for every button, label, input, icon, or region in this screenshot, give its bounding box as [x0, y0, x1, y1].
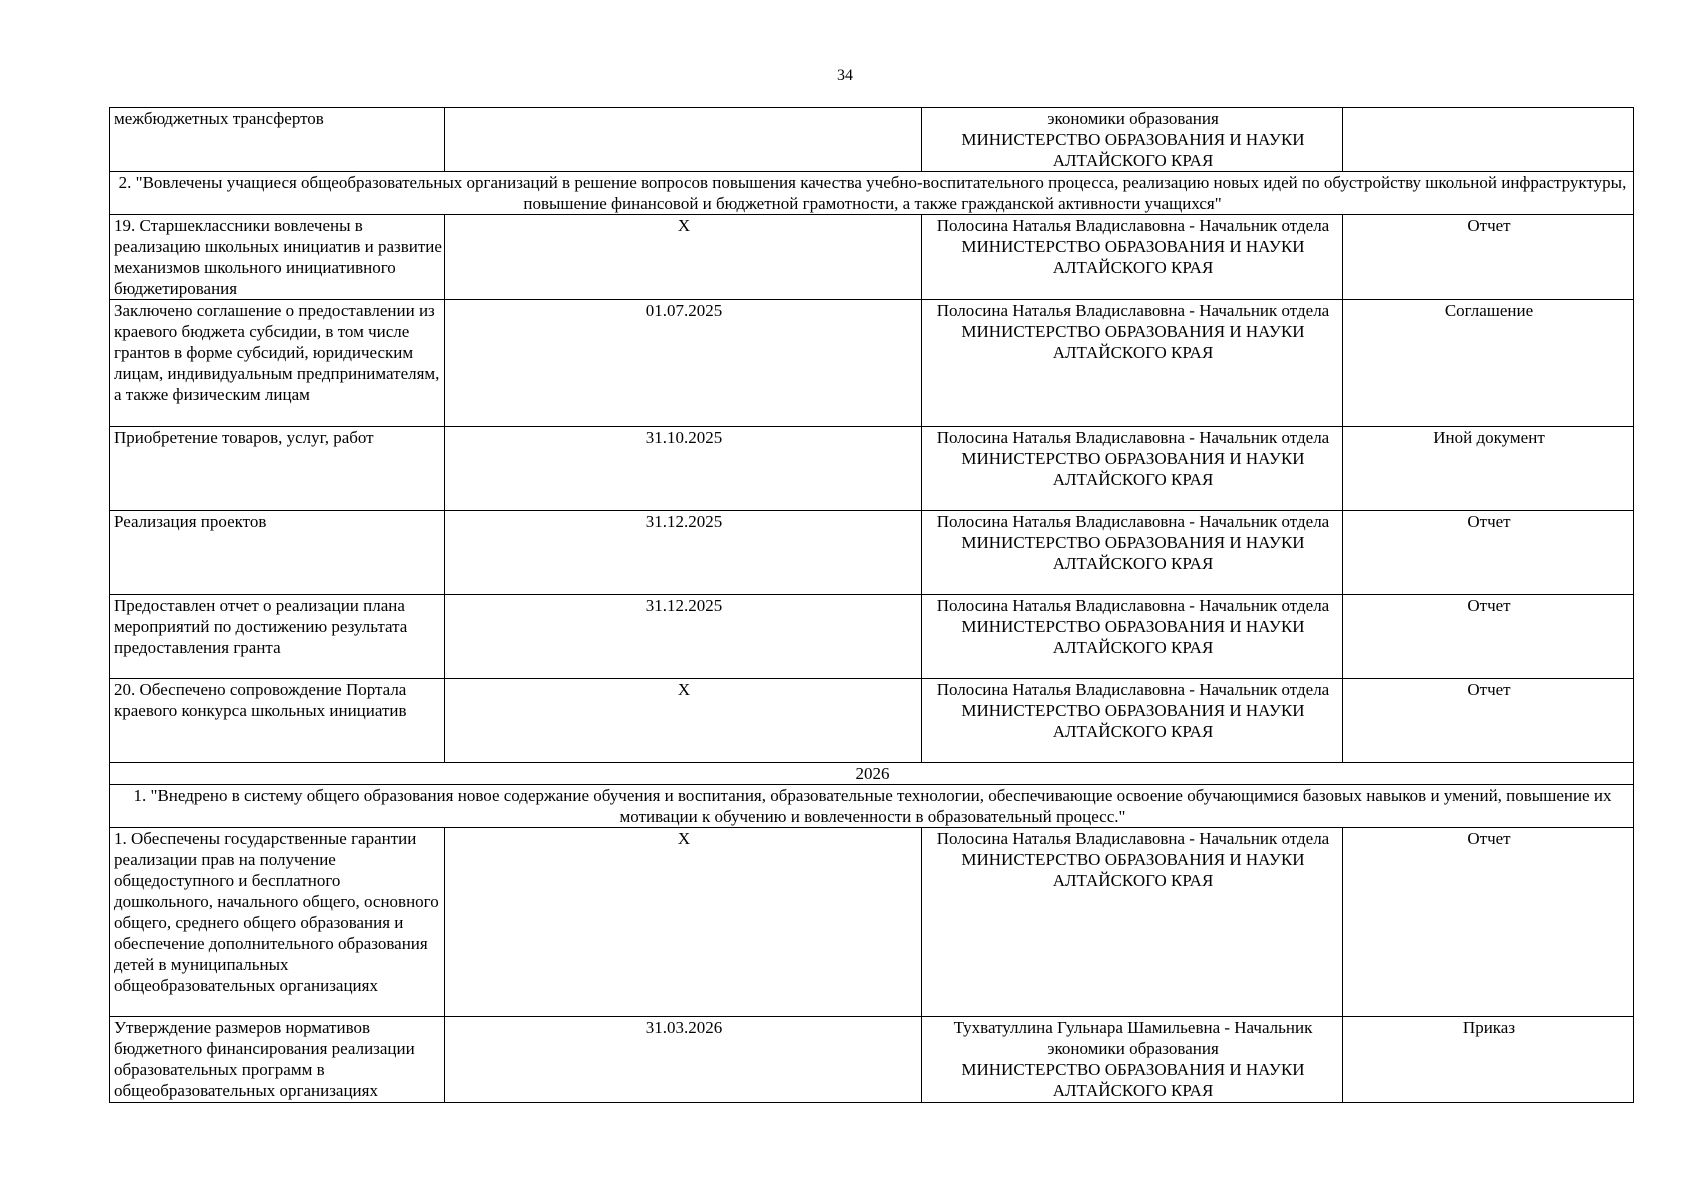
responsible-cell [922, 427, 1343, 511]
responsible-line: Полосина Наталья Владиславовна - Начальник отдела [936, 428, 1330, 447]
document-cell: Отчет [1343, 511, 1634, 595]
measure-cell: Заключено соглашение о предоставлении из краевого бюджета субсидии, в том числе грантов в форме субсидий, юридическим лицам, индивидуальным предпринимателям, а также физическим лицам [110, 300, 445, 427]
responsible-cell [922, 595, 1343, 679]
document-cell: Отчет [1343, 828, 1634, 1017]
document-cell: Иной документ [1343, 427, 1634, 511]
deadline-cell: X [445, 679, 922, 763]
year-row [110, 763, 1634, 785]
measure-cell: Приобретение товаров, услуг, работ [110, 427, 445, 511]
responsible-line: АЛТАЙСКОГО КРАЯ [1052, 554, 1214, 573]
responsible-line: МИНИСТЕРСТВО ОБРАЗОВАНИЯ И НАУКИ [961, 1060, 1305, 1079]
document-cell: Отчет [1343, 679, 1634, 763]
table-row [110, 828, 1634, 1017]
table-row [110, 300, 1634, 427]
deadline-cell: 31.10.2025 [445, 427, 922, 511]
section-title: 2. "Вовлечены учащиеся общеобразовательных организаций в решение вопросов повышения качества учебно-воспитательного процесса, реализацию новых идей по обустройству школьной инфраструктуры, повышение финансовой и бюджетной грамотности, а также гражданской активности учащихся" [110, 172, 1634, 215]
responsible-line: МИНИСТЕРСТВО ОБРАЗОВАНИЯ И НАУКИ [961, 130, 1305, 149]
section-title: 1. "Внедрено в систему общего образования новое содержание обучения и воспитания, образовательные технологии, обеспечивающие освоение обучающимися базовых навыков и умений, повышение их мотивации к обучению и вовлеченности в образовательный процесс." [110, 785, 1634, 828]
measure-cell: межбюджетных трансфертов [110, 108, 445, 172]
responsible-line: МИНИСТЕРСТВО ОБРАЗОВАНИЯ И НАУКИ [961, 322, 1305, 341]
responsible-line: Полосина Наталья Владиславовна - Начальник отдела [936, 216, 1330, 235]
measure-cell: 20. Обеспечено сопровождение Портала краевого конкурса школьных инициатив [110, 679, 445, 763]
measure-cell: Реализация проектов [110, 511, 445, 595]
page-number: 34 [837, 67, 853, 84]
responsible-line: МИНИСТЕРСТВО ОБРАЗОВАНИЯ И НАУКИ [961, 449, 1305, 468]
document-cell: Отчет [1343, 595, 1634, 679]
responsible-line: Полосина Наталья Владиславовна - Начальник отдела [936, 680, 1330, 699]
measure-cell: Предоставлен отчет о реализации плана мероприятий по достижению результата предоставления гранта [110, 595, 445, 679]
deadline-cell: X [445, 828, 922, 1017]
responsible-line: МИНИСТЕРСТВО ОБРАЗОВАНИЯ И НАУКИ [961, 617, 1305, 636]
table-row [110, 595, 1634, 679]
responsible-line: АЛТАЙСКОГО КРАЯ [1052, 871, 1214, 890]
responsible-cell [922, 511, 1343, 595]
section-row [110, 172, 1634, 215]
document-cell [1343, 108, 1634, 172]
responsible-line: экономики образования [1047, 109, 1219, 128]
responsible-line: Тухватуллина Гульнара Шамильевна - Начальник экономики образования [953, 1018, 1313, 1058]
measure-cell: 19. Старшеклассники вовлечены в реализацию школьных инициатив и развитие механизмов школьного инициативного бюджетирования [110, 215, 445, 300]
responsible-cell [922, 215, 1343, 300]
document-cell: Приказ [1343, 1017, 1634, 1103]
responsible-line: АЛТАЙСКОГО КРАЯ [1052, 638, 1214, 657]
responsible-line: АЛТАЙСКОГО КРАЯ [1052, 722, 1214, 741]
section-row [110, 785, 1634, 828]
deadline-cell [445, 108, 922, 172]
document-cell: Соглашение [1343, 300, 1634, 427]
responsible-line: МИНИСТЕРСТВО ОБРАЗОВАНИЯ И НАУКИ [961, 237, 1305, 256]
responsible-line: АЛТАЙСКОГО КРАЯ [1052, 1081, 1214, 1100]
table-row [110, 427, 1634, 511]
deadline-cell: 31.12.2025 [445, 511, 922, 595]
deadline-cell: 01.07.2025 [445, 300, 922, 427]
responsible-line: АЛТАЙСКОГО КРАЯ [1052, 343, 1214, 362]
responsible-cell [922, 300, 1343, 427]
table-row [110, 1017, 1634, 1103]
document-cell: Отчет [1343, 215, 1634, 300]
responsible-cell [922, 679, 1343, 763]
responsible-cell [922, 1017, 1343, 1103]
deadline-cell: 31.03.2026 [445, 1017, 922, 1103]
responsible-cell [922, 108, 1343, 172]
table-row [110, 511, 1634, 595]
responsible-line: МИНИСТЕРСТВО ОБРАЗОВАНИЯ И НАУКИ [961, 850, 1305, 869]
responsible-line: Полосина Наталья Владиславовна - Начальник отдела [936, 596, 1330, 615]
responsible-line: МИНИСТЕРСТВО ОБРАЗОВАНИЯ И НАУКИ [961, 533, 1305, 552]
responsible-line: Полосина Наталья Владиславовна - Начальник отдела [936, 301, 1330, 320]
table-row [110, 108, 1634, 172]
responsible-line: Полосина Наталья Владиславовна - Начальник отдела [936, 829, 1330, 848]
responsible-line: МИНИСТЕРСТВО ОБРАЗОВАНИЯ И НАУКИ [961, 701, 1305, 720]
table-row [110, 215, 1634, 300]
table-row [110, 679, 1634, 763]
responsible-line: АЛТАЙСКОГО КРАЯ [1052, 151, 1214, 170]
measure-cell: 1. Обеспечены государственные гарантии реализации прав на получение общедоступного и бесплатного дошкольного, начального общего, основного общего, среднего общего образования и обеспечение дополнительного образования детей в муниципальных общеобразовательных организациях [110, 828, 445, 1017]
year-heading: 2026 [110, 763, 1634, 785]
measure-cell: Утверждение размеров нормативов бюджетного финансирования реализации образовательных программ в общеобразовательных организациях [110, 1017, 445, 1103]
responsible-cell [922, 828, 1343, 1017]
deadline-cell: 31.12.2025 [445, 595, 922, 679]
deadline-cell: X [445, 215, 922, 300]
responsible-line: Полосина Наталья Владиславовна - Начальник отдела [936, 512, 1330, 531]
responsible-line: АЛТАЙСКОГО КРАЯ [1052, 258, 1214, 277]
plan-table [109, 107, 1634, 1103]
responsible-line: АЛТАЙСКОГО КРАЯ [1052, 470, 1214, 489]
